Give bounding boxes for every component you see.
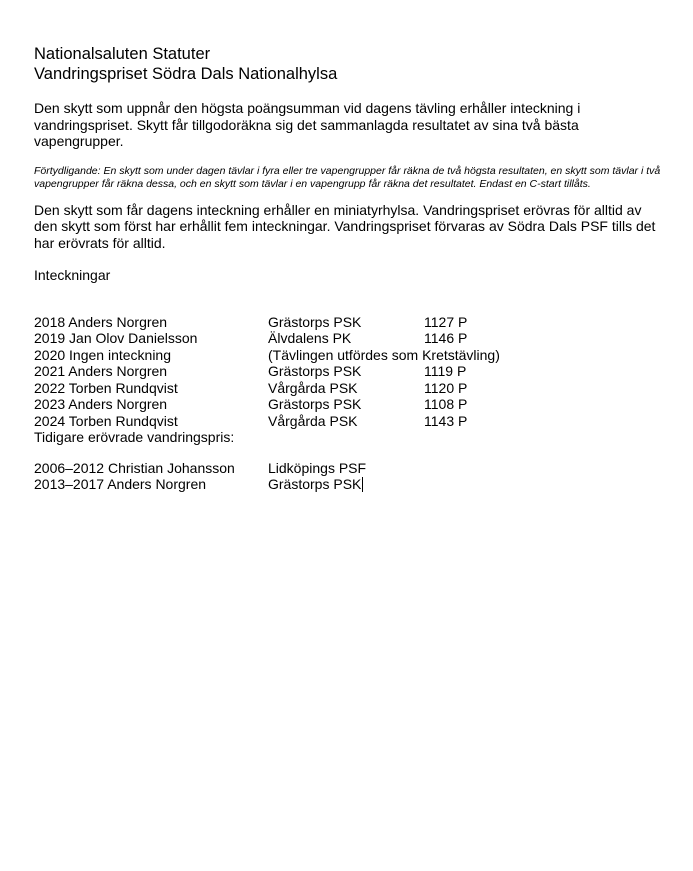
inteckning-row [34, 347, 664, 364]
document-page[interactable] [34, 44, 664, 493]
clarification-note: Förtydligande: En skytt som under dagen tävlar i fyra eller tre vapengrupper får räkna de två högsta resultaten, en skytt som tävlar i två vapengrupper får räkna dessa, och en skytt som tävlar i en vapengrupp får räkna det resultatet. Endast en C-start tillåts. [34, 164, 661, 190]
earlier-prizes-list [34, 460, 664, 493]
rules-paragraph-1: Den skytt som uppnår den högsta poängsumman vid dagens tävling erhåller inteckning i vandringspriset. Skytt får tillgodoräkna sig det sammanlagda resultatet av sina två bästa vapengrupper. [34, 100, 581, 149]
earlier-prize-row [34, 460, 664, 477]
inteckningar-heading: Inteckningar [34, 267, 111, 283]
inteckning-points: 1120 P [424, 379, 468, 396]
earlier-prize-club: Grästorps PSK [268, 476, 362, 492]
earlier-prize-name: 2006–2012 Christian Johansson [34, 459, 235, 476]
earlier-prizes-heading: Tidigare erövrade vandringspris: [34, 429, 235, 445]
inteckning-points: 1143 P [424, 412, 468, 429]
inteckning-row [34, 314, 664, 331]
document-title-line2: Vandringspriset Södra Dals Nationalhylsa [34, 65, 338, 83]
inteckning-club: Älvdalens PK [268, 330, 352, 346]
inteckning-row [34, 380, 664, 397]
inteckning-row [34, 396, 664, 413]
inteckning-club: Grästorps PSK [268, 313, 362, 330]
inteckning-points: 1108 P [424, 396, 468, 412]
inteckning-name: 2024 Torben Rundqvist [34, 412, 178, 429]
earlier-prize-club: Lidköpings PSF [268, 459, 367, 476]
inteckning-name: 2020 Ingen inteckning [34, 346, 171, 363]
inteckning-club: Vårgårda PSK [268, 379, 358, 396]
inteckning-name: 2022 Torben Rundqvist [34, 379, 178, 396]
inteckning-row [34, 363, 664, 380]
inteckningar-list [34, 314, 664, 430]
inteckning-points: 1119 P [424, 363, 467, 379]
document-title-line1: Nationalsaluten Statuter [34, 45, 211, 63]
inteckning-club: Grästorps PSK [268, 363, 362, 379]
earlier-prize-name: 2013–2017 Anders Norgren [34, 476, 207, 492]
earlier-prize-row [34, 476, 664, 493]
inteckning-points: 1127 P [424, 313, 468, 330]
inteckning-name: 2021 Anders Norgren [34, 363, 168, 379]
earlier-prize-club-with-cursor [268, 476, 363, 493]
inteckning-name: 2019 Jan Olov Danielsson [34, 330, 198, 346]
inteckning-row [34, 413, 664, 430]
inteckning-club: Grästorps PSK [268, 396, 362, 412]
inteckning-row [34, 330, 664, 347]
inteckning-name: 2018 Anders Norgren [34, 313, 168, 330]
inteckning-name: 2023 Anders Norgren [34, 396, 168, 412]
text-cursor [362, 477, 363, 492]
inteckning-points: 1146 P [424, 330, 468, 346]
rules-paragraph-2: Den skytt som får dagens inteckning erhåller en miniatyrhylsa. Vandringspriset erövras för alltid av den skytt som först har erhållit fem inteckningar. Vandringspriset förvaras av Södra Dals PSF tills det har erövrats för alltid. [34, 201, 656, 251]
inteckning-club: (Tävlingen utfördes som Kretstävling) [268, 346, 500, 363]
inteckning-club: Vårgårda PSK [268, 412, 358, 429]
